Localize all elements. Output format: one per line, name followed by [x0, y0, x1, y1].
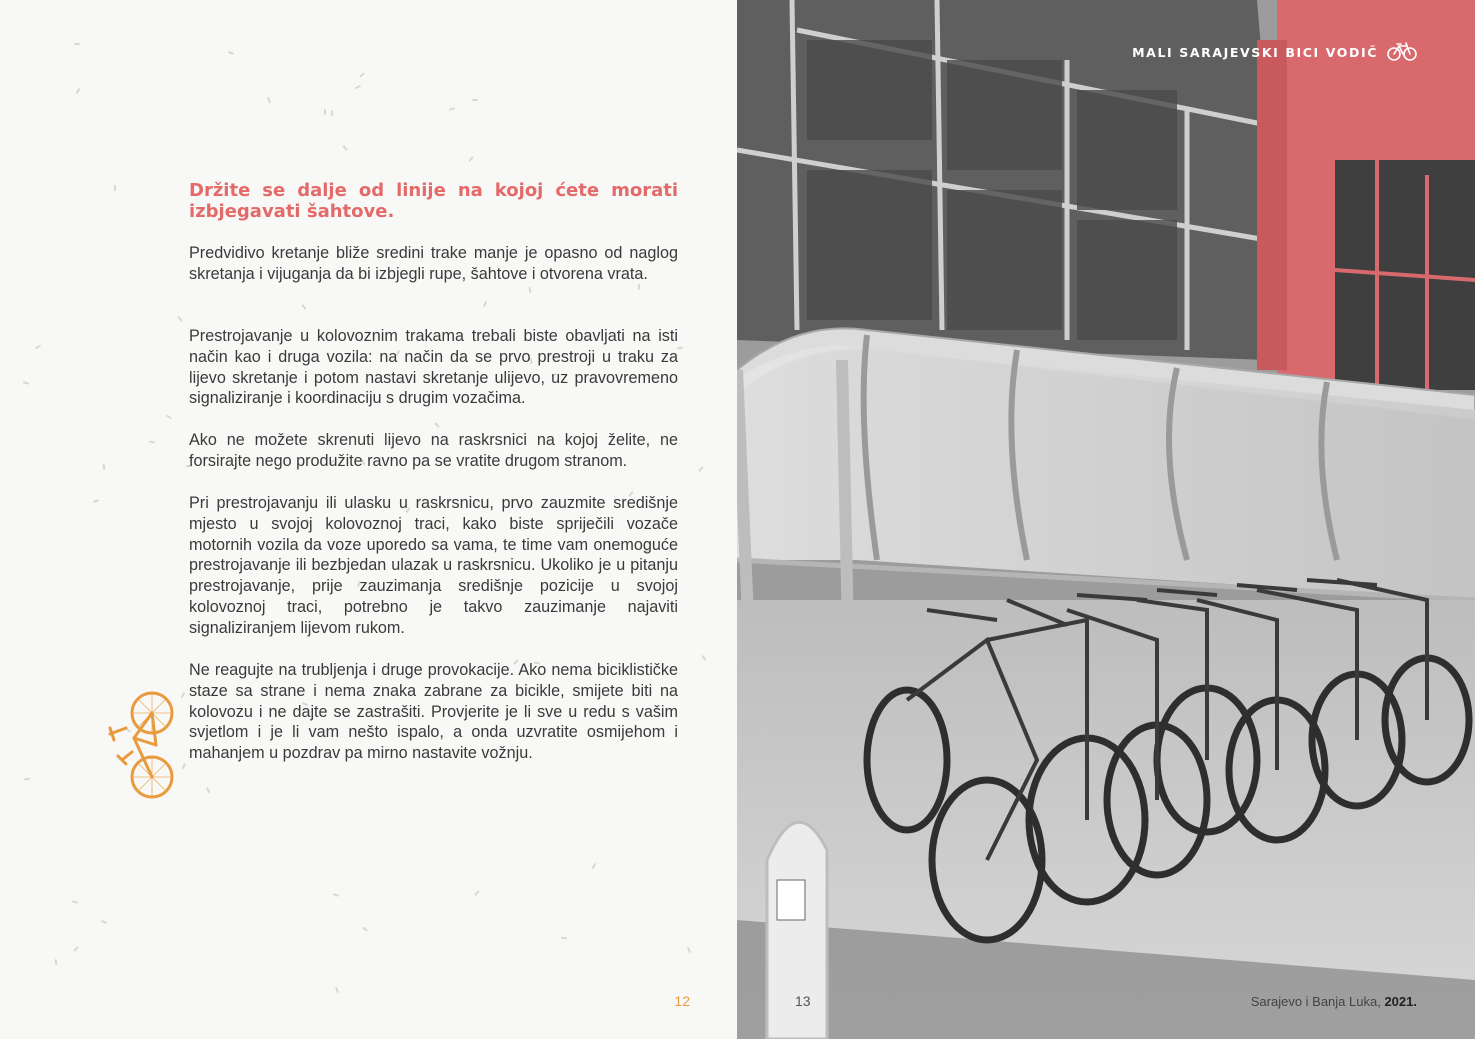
- paragraph-5: Ne reagujte na trubljenja i druge provokacije. Ako nema biciklističke staze sa strane i nema znaka zabrane za bicikle, smijete biti na kolovozu i ne dajte se zastrašiti. Provjerite je li sve u redu s vašim svjetlom i je li vam nešto ispalo, a onda uzvratite osmijehom i mahanjem u pozdrav pa mirno nastavite vožnju.: [189, 661, 678, 763]
- paper-fleck: [103, 464, 106, 470]
- paper-fleck: [687, 947, 691, 953]
- page-number-right: 13: [795, 993, 811, 1009]
- paper-fleck: [472, 99, 478, 101]
- paper-fleck: [72, 900, 78, 904]
- paper-fleck: [592, 863, 596, 869]
- paper-fleck: [342, 145, 347, 151]
- paper-fleck: [182, 763, 186, 769]
- paper-fleck: [362, 927, 368, 932]
- paragraph-3: Ako ne možete skrenuti lijevo na raskrsnici na kojoj želite, ne forsirajte nego produžite ravno pa se vratite drugom stranom.: [189, 431, 678, 470]
- paper-fleck: [331, 110, 334, 116]
- paper-fleck: [177, 316, 182, 322]
- paper-fleck: [468, 156, 473, 162]
- page-number-left: 12: [674, 993, 690, 1009]
- paper-fleck: [449, 107, 455, 111]
- paper-fleck: [228, 51, 234, 55]
- paper-fleck: [149, 441, 155, 444]
- paper-fleck: [333, 893, 339, 897]
- paper-fleck: [101, 920, 107, 925]
- paper-fleck: [206, 787, 210, 793]
- paper-fleck: [474, 890, 479, 896]
- paper-fleck: [74, 43, 80, 46]
- paper-fleck: [114, 185, 116, 191]
- paper-fleck: [75, 88, 80, 94]
- header-title: MALI SARAJEVSKI BICI VODIČ: [1132, 45, 1378, 60]
- paper-fleck: [93, 499, 99, 502]
- paper-fleck: [23, 381, 29, 384]
- left-page: [0, 0, 737, 1039]
- footer-place: Sarajevo i Banja Luka,: [1250, 994, 1381, 1009]
- paragraph-4: Pri prestrojavanju ili ulasku u raskrsnicu, prvo zauzmite središnje mjesto u svojoj kolovoznoj traci, kako biste spriječili vozače motornih vozila da voze uporedo sa vama, te time vam onemoguće prestrojavanje ili bezbjedan ulazak u raskrsnicu. Ukoliko je u pitanju prestrojavanje, prije zauzimanja središnje pozicije u svojoj kolovoznoj traci, potrebno je takvo zauzimanje najaviti signaliziranjem lijevom rukom.: [189, 494, 678, 637]
- paragraph-2: Prestrojavanje u kolovoznim trakama trebali biste obavljati na isti način kao i druga vozila: na način da se prvo prestroji u traku za lijevo skretanje i potom nastavi skretanje ulijevo, uz pravovremeno signaliziranje i koordinaciju s drugim vozačima.: [189, 327, 678, 408]
- paper-fleck: [483, 301, 488, 307]
- bike-shelter-photo: [737, 0, 1475, 1039]
- paragraph-1: Predvidivo kretanje bliže sredini trake manje je opasno od naglog skretanja i vijuganja da bi izbjegli rupe, šahtove i otvorena vrata.: [189, 244, 678, 283]
- bicycle-icon: [1387, 40, 1417, 62]
- section-heading: Držite se dalje od linije na kojoj ćete morati izbjegavati šahtove.: [189, 180, 678, 222]
- paper-fleck: [359, 72, 365, 77]
- paper-fleck: [166, 415, 172, 420]
- bicycle-icon: [104, 690, 180, 802]
- paper-fleck: [73, 946, 79, 952]
- paper-fleck: [55, 959, 58, 965]
- paper-fleck: [335, 987, 339, 993]
- paper-fleck: [434, 422, 440, 428]
- paper-fleck: [301, 304, 306, 310]
- paper-fleck: [355, 85, 361, 89]
- paper-fleck: [324, 109, 326, 115]
- paper-fleck: [181, 692, 186, 698]
- right-page: [737, 0, 1475, 1039]
- paper-fleck: [638, 284, 640, 290]
- paper-fleck: [529, 287, 532, 293]
- paper-fleck: [24, 778, 30, 781]
- paper-fleck: [698, 466, 704, 472]
- paper-fleck: [561, 937, 567, 940]
- paper-fleck: [702, 655, 707, 661]
- paper-fleck: [35, 345, 41, 349]
- footer-year: 2021.: [1384, 994, 1417, 1009]
- footer-credit: [1251, 994, 1417, 1009]
- paper-fleck: [267, 97, 271, 103]
